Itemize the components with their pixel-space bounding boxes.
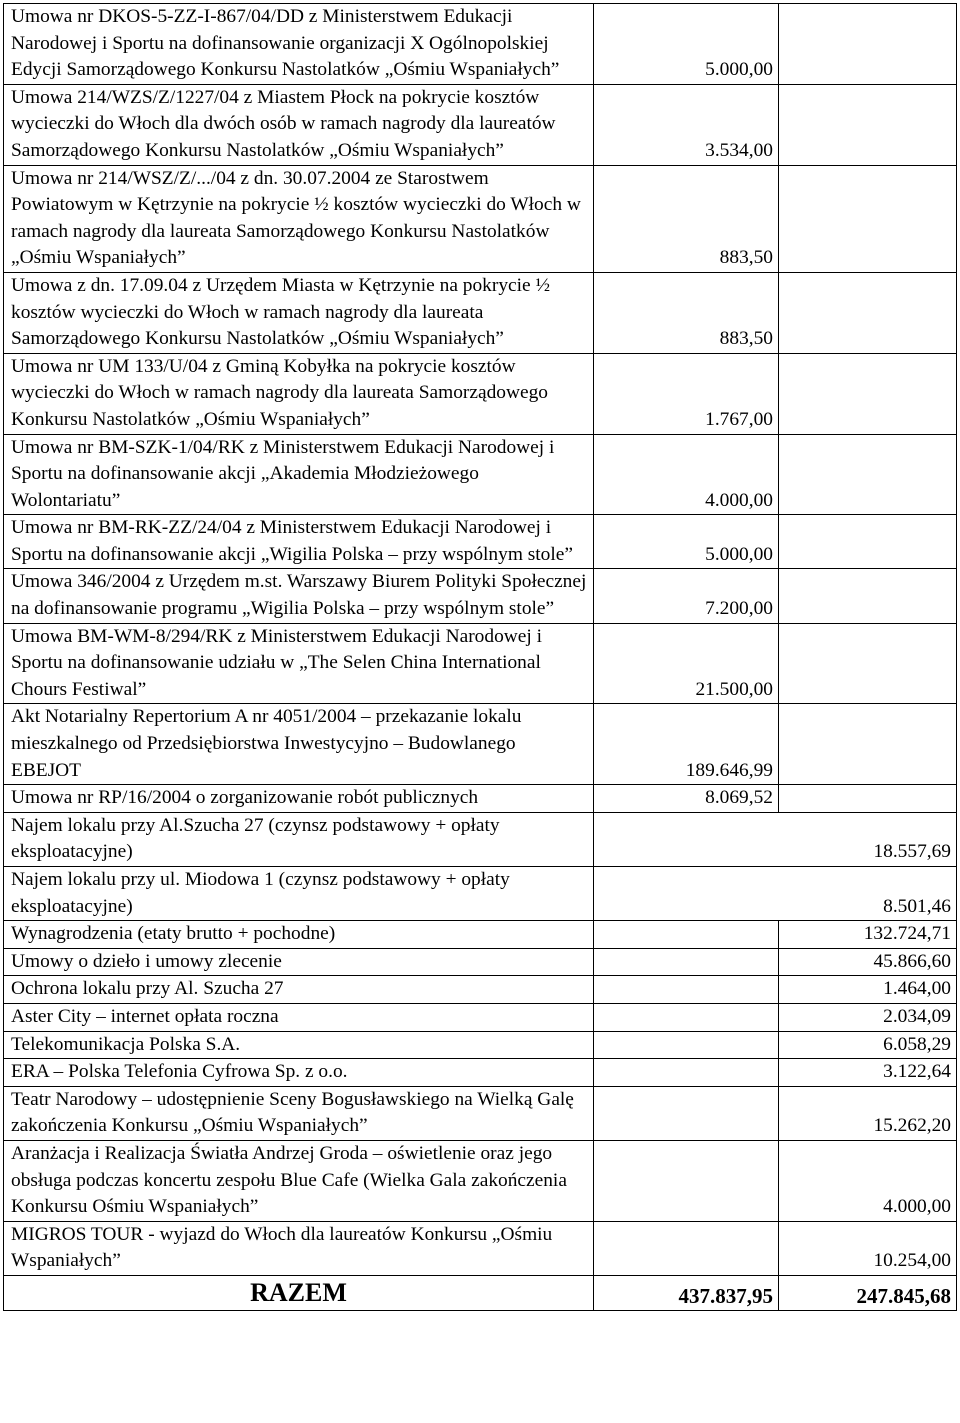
- row-description: Umowa nr UM 133/U/04 z Gminą Kobyłka na pokrycie kosztów wycieczki do Włoch w ramach nagrody dla laureata Samorządowego Konkursu Nastolatków „Ośmiu Wspaniałych”: [4, 353, 594, 434]
- row-amount-col2: [779, 704, 957, 785]
- row-amount-col2: [779, 165, 957, 272]
- row-amount-col2: [779, 785, 957, 813]
- row-amount-col1: 189.646,99: [594, 704, 779, 785]
- row-amount-col2: 4.000,00: [779, 1140, 957, 1221]
- row-amount-col1: [594, 921, 779, 949]
- total-label: RAZEM: [4, 1275, 594, 1310]
- row-amount-col2: [779, 434, 957, 515]
- row-description: Umowa BM-WM-8/294/RK z Ministerstwem Edukacji Narodowej i Sportu na dofinansowanie udziału w „The Selen China International Chours Festiwal”: [4, 623, 594, 704]
- row-description: Umowa nr 214/WSZ/Z/.../04 z dn. 30.07.2004 ze Starostwem Powiatowym w Kętrzynie na pokrycie ½ kosztów wycieczki do Włoch w ramach nagrody dla laureata Samorządowego Konkursu Nastolatków „Ośmiu Wspaniałych”: [4, 165, 594, 272]
- row-amount-col2: 132.724,71: [779, 921, 957, 949]
- table-row: [4, 84, 957, 165]
- row-description: Akt Notarialny Repertorium A nr 4051/2004 – przekazanie lokalu mieszkalnego od Przedsiębiorstwa Inwestycyjno – Budowlanego EBEJOT: [4, 704, 594, 785]
- row-amount-col2: [779, 623, 957, 704]
- row-amount-col2: 45.866,60: [779, 948, 957, 976]
- row-amount-col1: 3.534,00: [594, 84, 779, 165]
- row-amount-col1: 4.000,00: [594, 434, 779, 515]
- financial-table: [3, 3, 957, 1311]
- row-amount-col2: [779, 84, 957, 165]
- row-amount-col1: [594, 1003, 779, 1031]
- row-description: Umowa 214/WZS/Z/1227/04 z Miastem Płock na pokrycie kosztów wycieczki do Włoch dla dwóch osób w ramach nagrody dla laureatów Samorządowego Konkursu Nastolatków „Ośmiu Wspaniałych”: [4, 84, 594, 165]
- table-row: [4, 4, 957, 85]
- row-amount-col1: [594, 976, 779, 1004]
- row-amount-col2: 10.254,00: [779, 1221, 957, 1275]
- table-row: [4, 1086, 957, 1140]
- row-description: Najem lokalu przy Al.Szucha 27 (czynsz podstawowy + opłaty eksploatacyjne): [4, 812, 594, 866]
- table-row: [4, 867, 957, 921]
- row-amount-col1: [594, 1221, 779, 1275]
- row-amount-col2: 18.557,69: [594, 812, 957, 866]
- row-description: Aster City – internet opłata roczna: [4, 1003, 594, 1031]
- table-row: [4, 272, 957, 353]
- table-row: [4, 569, 957, 623]
- row-description: Umowy o dzieło i umowy zlecenie: [4, 948, 594, 976]
- row-amount-col2: 1.464,00: [779, 976, 957, 1004]
- row-amount-col1: [594, 1086, 779, 1140]
- row-amount-col1: 8.069,52: [594, 785, 779, 813]
- row-description: Wynagrodzenia (etaty brutto + pochodne): [4, 921, 594, 949]
- total-col2: 247.845,68: [779, 1275, 957, 1310]
- row-amount-col2: 2.034,09: [779, 1003, 957, 1031]
- table-row: [4, 785, 957, 813]
- row-amount-col2: 15.262,20: [779, 1086, 957, 1140]
- row-description: Ochrona lokalu przy Al. Szucha 27: [4, 976, 594, 1004]
- table-row: [4, 921, 957, 949]
- row-description: Aranżacja i Realizacja Światła Andrzej Groda – oświetlenie oraz jego obsługa podczas koncertu zespołu Blue Cafe (Wielka Gala zakończenia Konkursu Ośmiu Wspaniałych”: [4, 1140, 594, 1221]
- row-amount-col2: [779, 353, 957, 434]
- row-amount-col1: 5.000,00: [594, 4, 779, 85]
- table-body: [4, 4, 957, 1276]
- row-amount-col1: 883,50: [594, 165, 779, 272]
- row-amount-col1: 21.500,00: [594, 623, 779, 704]
- row-amount-col1: 1.767,00: [594, 353, 779, 434]
- row-amount-col1: 7.200,00: [594, 569, 779, 623]
- row-description: Telekomunikacja Polska S.A.: [4, 1031, 594, 1059]
- table-row: [4, 948, 957, 976]
- table-row: [4, 353, 957, 434]
- table-row: [4, 812, 957, 866]
- row-amount-col2: 6.058,29: [779, 1031, 957, 1059]
- row-amount-col1: [594, 1031, 779, 1059]
- row-amount-col1: [594, 1140, 779, 1221]
- row-amount-col2: [779, 515, 957, 569]
- table-row: [4, 1140, 957, 1221]
- total-row: [4, 1275, 957, 1310]
- row-amount-col2: 8.501,46: [594, 867, 957, 921]
- row-amount-col1: 5.000,00: [594, 515, 779, 569]
- row-amount-col2: 3.122,64: [779, 1059, 957, 1087]
- table-row: [4, 704, 957, 785]
- row-amount-col2: [779, 4, 957, 85]
- row-description: Umowa nr RP/16/2004 o zorganizowanie robót publicznych: [4, 785, 594, 813]
- row-description: Umowa nr BM-SZK-1/04/RK z Ministerstwem Edukacji Narodowej i Sportu na dofinansowanie akcji „Akademia Młodzieżowego Wolontariatu”: [4, 434, 594, 515]
- row-description: Umowa 346/2004 z Urzędem m.st. Warszawy Biurem Polityki Społecznej na dofinansowanie programu „Wigilia Polska – przy wspólnym stole”: [4, 569, 594, 623]
- row-amount-col2: [779, 569, 957, 623]
- row-description: Umowa nr BM-RK-ZZ/24/04 z Ministerstwem Edukacji Narodowej i Sportu na dofinansowanie akcji „Wigilia Polska – przy wspólnym stole”: [4, 515, 594, 569]
- row-description: Umowa nr DKOS-5-ZZ-I-867/04/DD z Ministerstwem Edukacji Narodowej i Sportu na dofinansowanie organizacji X Ogólnopolskiej Edycji Samorządowego Konkursu Nastolatków „Ośmiu Wspaniałych”: [4, 4, 594, 85]
- row-description: Umowa z dn. 17.09.04 z Urzędem Miasta w Kętrzynie na pokrycie ½ kosztów wycieczki do Włoch w ramach nagrody dla laureata Samorządowego Konkursu Nastolatków „Ośmiu Wspaniałych”: [4, 272, 594, 353]
- total-col1: 437.837,95: [594, 1275, 779, 1310]
- row-description: Teatr Narodowy – udostępnienie Sceny Bogusławskiego na Wielką Galę zakończenia Konkursu „Ośmiu Wspaniałych”: [4, 1086, 594, 1140]
- document-page: [3, 3, 956, 1311]
- row-description: MIGROS TOUR - wyjazd do Włoch dla laureatów Konkursu „Ośmiu Wspaniałych”: [4, 1221, 594, 1275]
- table-row: [4, 515, 957, 569]
- row-amount-col1: 883,50: [594, 272, 779, 353]
- table-row: [4, 623, 957, 704]
- row-description: ERA – Polska Telefonia Cyfrowa Sp. z o.o.: [4, 1059, 594, 1087]
- table-row: [4, 1031, 957, 1059]
- table-row: [4, 1059, 957, 1087]
- table-row: [4, 434, 957, 515]
- table-row: [4, 1003, 957, 1031]
- row-amount-col1: [594, 1059, 779, 1087]
- row-amount-col2: [779, 272, 957, 353]
- table-row: [4, 976, 957, 1004]
- row-amount-col1: [594, 948, 779, 976]
- row-description: Najem lokalu przy ul. Miodowa 1 (czynsz podstawowy + opłaty eksploatacyjne): [4, 867, 594, 921]
- table-row: [4, 165, 957, 272]
- table-row: [4, 1221, 957, 1275]
